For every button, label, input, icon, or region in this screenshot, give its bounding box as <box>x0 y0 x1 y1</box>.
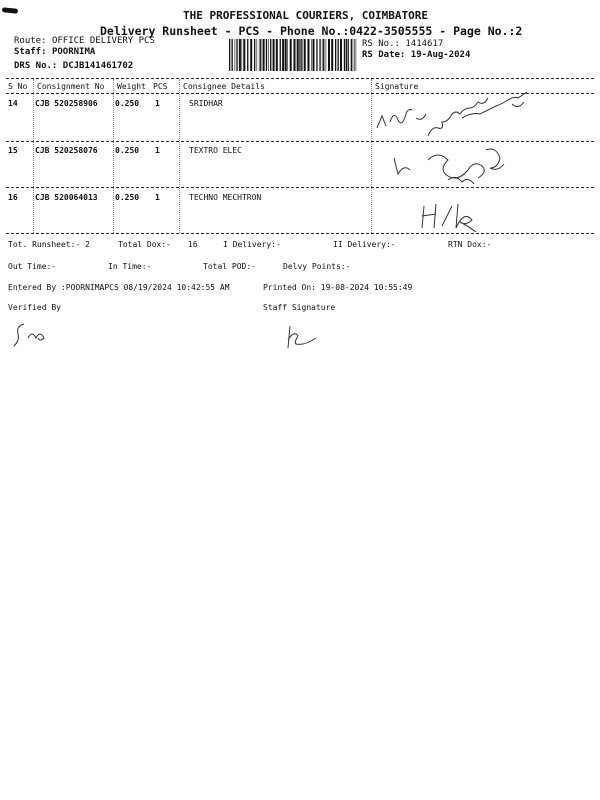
ii-delivery: II Delivery:- <box>333 240 396 249</box>
row-consignee: SRIDHAR <box>189 99 223 108</box>
ink-mark <box>2 7 18 14</box>
barcode-bar <box>235 39 236 71</box>
column-divider <box>179 79 180 233</box>
company-title: THE PROFESSIONAL COURIERS, COIMBATORE <box>183 9 429 22</box>
rs-date-label: RS Date: <box>362 50 406 60</box>
barcode-bar <box>326 39 327 71</box>
barcode-image <box>228 39 358 71</box>
barcode-bar <box>308 39 310 71</box>
row-pcs: 1 <box>155 146 160 155</box>
barcode-bar <box>319 39 320 71</box>
barcode-bar <box>301 39 302 71</box>
rs-no-value: 1414617 <box>405 39 444 49</box>
verified-by-label: Verified By <box>8 303 61 312</box>
row-weight: 0.250 <box>115 99 140 108</box>
barcode-bar <box>236 39 237 71</box>
row-consignment: CJB 520258906 <box>35 99 98 108</box>
barcode-bar <box>323 39 324 71</box>
barcode-bar <box>232 39 233 71</box>
total-dox-value: 16 <box>188 240 198 249</box>
row-weight: 0.250 <box>115 193 140 202</box>
barcode-bar <box>294 39 296 71</box>
col-header-signature: Signature <box>375 82 419 91</box>
rs-no-line <box>362 39 443 49</box>
barcode-bar <box>297 39 299 71</box>
barcode-bar <box>263 39 265 71</box>
barcode-bar <box>276 39 278 71</box>
barcode-bar <box>266 39 267 71</box>
signature-row-3 <box>418 200 488 232</box>
route-value: OFFICE DELIVERY PCS <box>51 36 155 46</box>
signature-row-2 <box>388 140 538 190</box>
barcode-bar <box>229 39 230 71</box>
rs-date-value: 19-Aug-2024 <box>410 50 471 60</box>
barcode-bar <box>348 39 349 71</box>
barcode-bar <box>270 39 271 71</box>
barcode-bar <box>331 39 333 71</box>
staff-signature-label: Staff Signature <box>263 303 336 312</box>
runsheet-subtitle: Delivery Runsheet - PCS - Phone No.:0422-3505555 - Page No.:2 <box>100 24 523 38</box>
row-sno: 15 <box>8 146 18 155</box>
barcode-bar <box>340 39 342 71</box>
barcode-bar <box>268 39 269 71</box>
barcode-bar <box>328 39 330 71</box>
column-divider <box>113 79 114 233</box>
row-consignee: TECHNO MECHTRON <box>189 193 262 202</box>
barcode-bar <box>273 39 275 71</box>
barcode-bar <box>285 39 287 71</box>
row-sno: 14 <box>8 99 18 108</box>
barcode-bar <box>299 39 300 71</box>
barcode-bar <box>322 39 323 71</box>
barcode-bar <box>243 39 245 71</box>
drs-line <box>14 61 133 71</box>
staff-label: Staff: <box>14 47 47 57</box>
barcode-bar <box>353 39 354 71</box>
tot-runsheet: Tot. Runsheet:- 2 <box>8 240 90 249</box>
staff-signature-mark <box>282 322 332 352</box>
barcode-bar <box>346 39 347 71</box>
barcode-bar <box>344 39 345 71</box>
column-divider <box>33 79 34 233</box>
barcode-bar <box>287 39 288 71</box>
barcode-bar <box>290 39 292 71</box>
row-sno: 16 <box>8 193 18 202</box>
total-dox-label: Total Dox:- <box>118 240 171 249</box>
barcode-bar <box>354 39 355 71</box>
barcode-bar <box>242 39 243 71</box>
barcode-bar <box>257 39 258 71</box>
barcode-bar <box>304 39 306 71</box>
route-label: Route: <box>14 36 47 46</box>
delvy-points: Delvy Points:- <box>283 262 351 271</box>
rs-no-label: RS No.: <box>362 39 400 49</box>
col-header-weight: Weight <box>117 82 146 91</box>
drs-label: DRS No.: <box>14 61 58 71</box>
signature-row-1 <box>372 92 562 144</box>
rs-date-line <box>362 50 470 60</box>
barcode-bar <box>338 39 339 71</box>
row-consignment: CJB 520258076 <box>35 146 98 155</box>
col-header-sno: S No <box>8 82 28 91</box>
printed-on: Printed On: 19-08-2024 10:55:49 <box>263 283 413 292</box>
total-pod: Total POD:- <box>203 262 256 271</box>
out-time: Out Time:- <box>8 262 57 271</box>
table-bottom-rule <box>6 233 594 234</box>
in-time: In Time:- <box>108 262 152 271</box>
barcode-bar <box>254 39 255 71</box>
col-header-pcs: PCS <box>153 82 168 91</box>
route-line <box>14 36 155 46</box>
barcode-bar <box>239 39 241 71</box>
drs-value: DCJB141461702 <box>62 61 134 71</box>
table-top-rule <box>6 78 594 79</box>
barcode-bar <box>313 39 315 71</box>
barcode-bar <box>316 39 317 71</box>
row-pcs: 1 <box>155 193 160 202</box>
barcode-bar <box>356 39 357 71</box>
row-pcs: 1 <box>155 99 160 108</box>
col-header-consignee: Consignee Details <box>183 82 265 91</box>
barcode-bar <box>335 39 336 71</box>
rtn-dox: RTN Dox:- <box>448 240 492 249</box>
col-header-consignment: Consignment No <box>37 82 105 91</box>
barcode-bar <box>259 39 260 71</box>
i-delivery: I Delivery:- <box>223 240 281 249</box>
row-consignee: TEXTRO ELEC <box>189 146 242 155</box>
barcode-bar <box>250 39 252 71</box>
row-weight: 0.250 <box>115 146 140 155</box>
barcode-bar <box>247 39 248 71</box>
staff-line <box>14 47 95 57</box>
staff-value: POORNIMA <box>51 47 96 57</box>
barcode-bar <box>311 39 312 71</box>
barcode-bar <box>260 39 261 71</box>
row-consignment: CJB 520064013 <box>35 193 98 202</box>
barcode-bar <box>280 39 281 71</box>
entered-by: Entered By :POORNIMAPCS 08/19/2024 10:42:55 AM <box>8 283 230 292</box>
barcode-bar <box>351 39 352 71</box>
verified-by-signature <box>10 318 60 348</box>
barcode-bar <box>282 39 284 71</box>
